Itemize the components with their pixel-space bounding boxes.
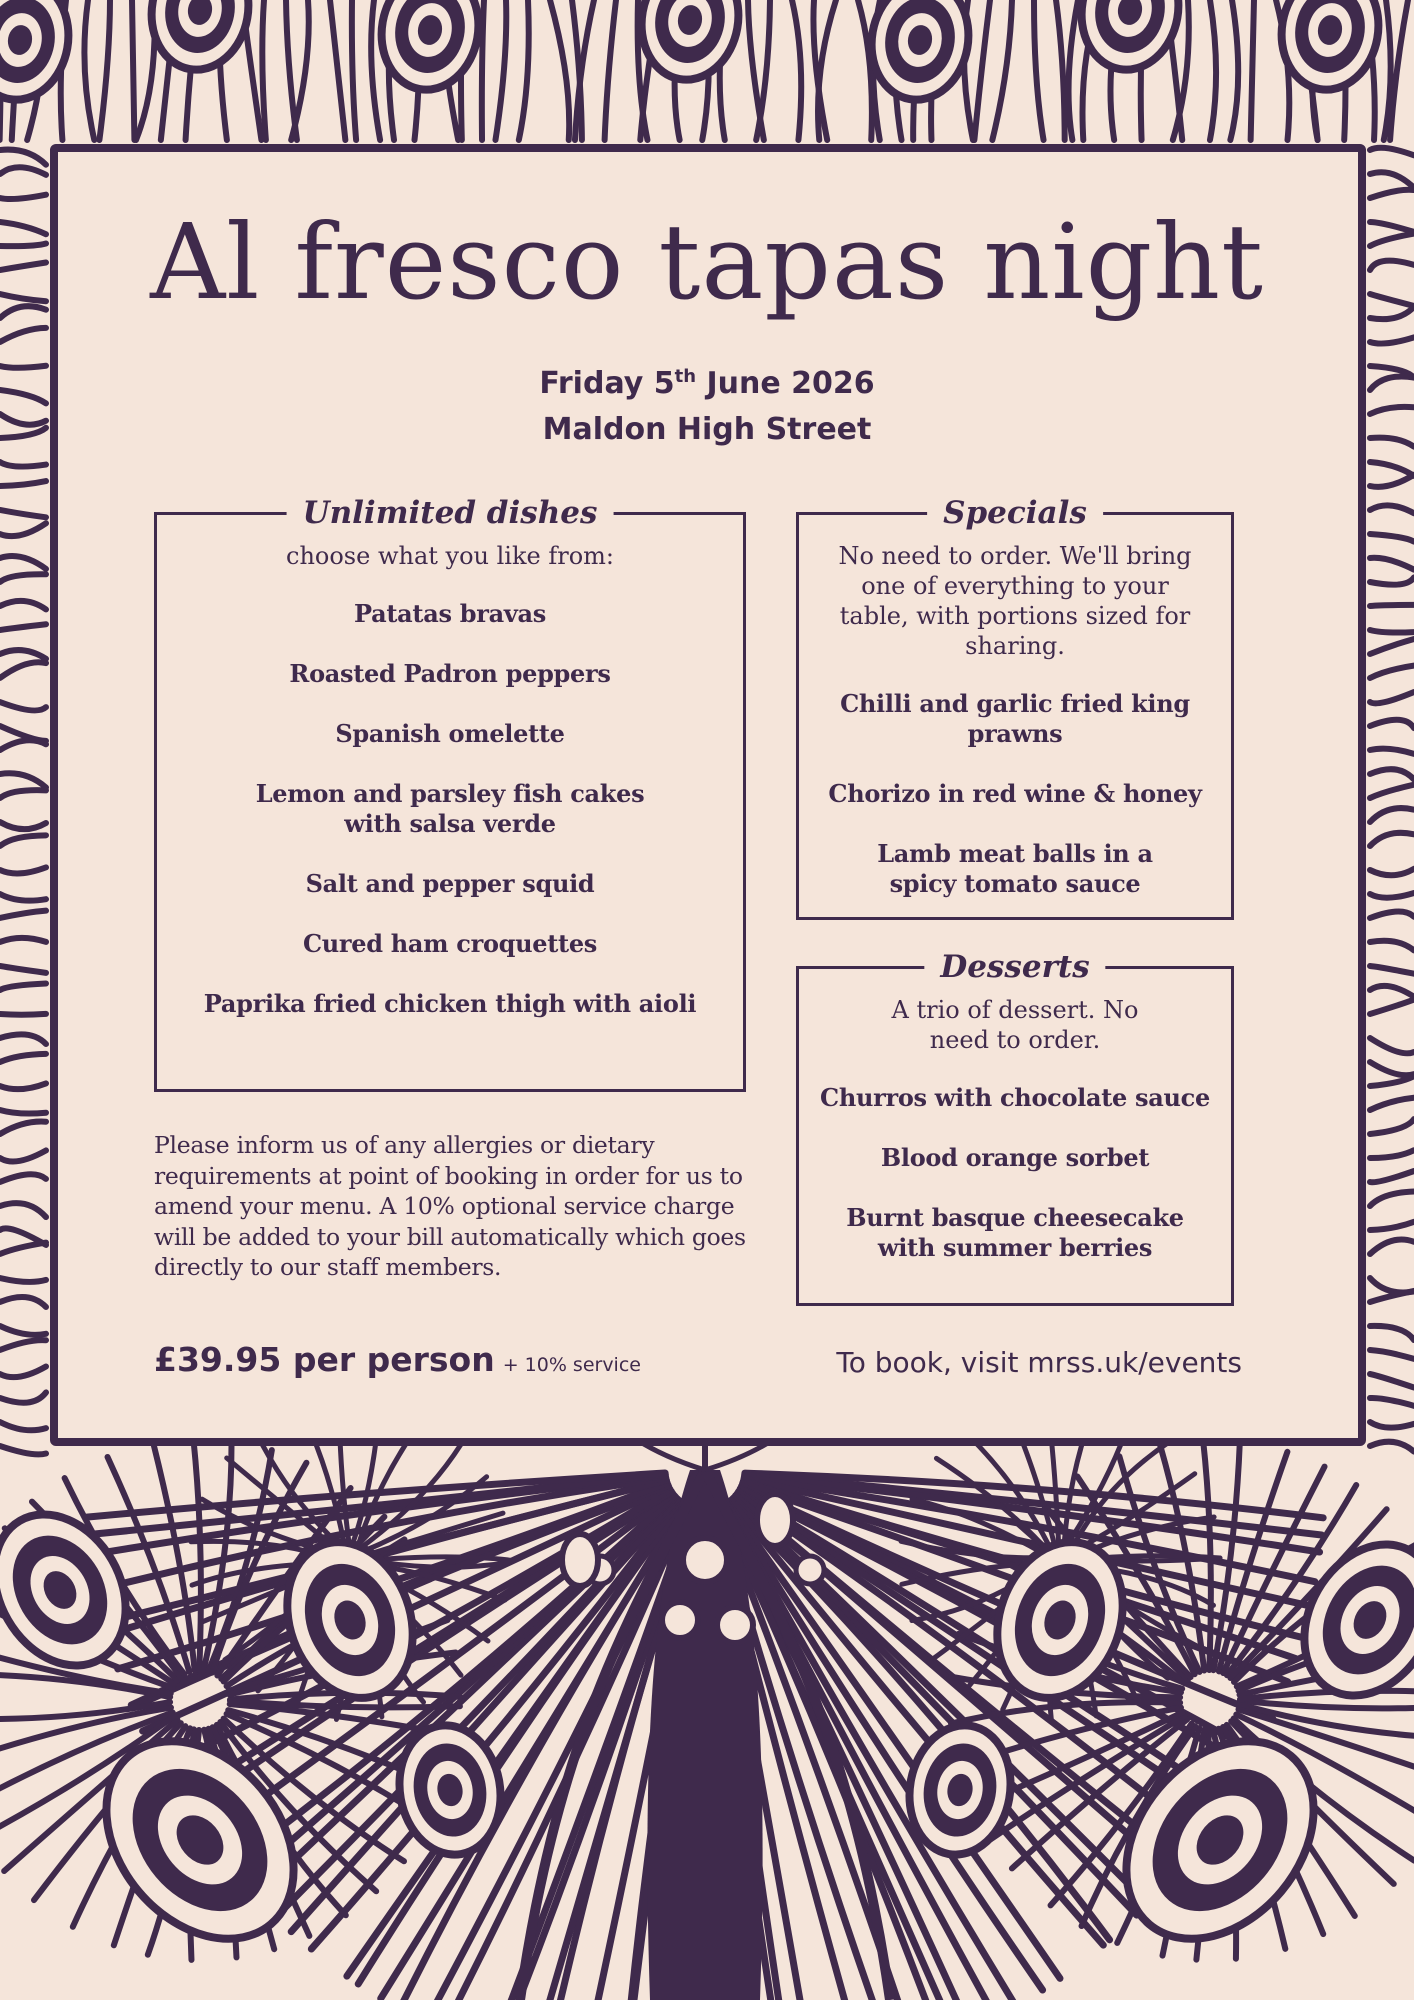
event-date-suffix: th (674, 366, 697, 387)
dish-item: Salt and pepper squid (305, 869, 595, 898)
unlimited-dishes-heading: Unlimited dishes (287, 493, 614, 533)
specials-box (796, 495, 1234, 920)
price-line (154, 1340, 641, 1379)
event-date-day: Friday 5 (539, 366, 675, 401)
desserts-box (796, 949, 1234, 1306)
dessert-item: Blood orange sorbet (880, 1143, 1150, 1172)
desserts-intro: A trio of dessert. No need to order. (891, 996, 1139, 1054)
dish-item: Cured ham croquettes (302, 929, 598, 958)
service-charge-note: + 10% service (502, 1354, 641, 1376)
dessert-item: Burnt basque cheesecake with summer berries (846, 1203, 1184, 1262)
dessert-item: Churros with chocolate sauce (820, 1083, 1210, 1112)
desserts-heading: Desserts (924, 947, 1105, 987)
dish-item: Roasted Padron peppers (289, 659, 611, 688)
dish-item: Lemon and parsley fish cakes with salsa verde (255, 779, 645, 838)
dish-item: Paprika fried chicken thigh with aioli (203, 989, 697, 1018)
event-date-rest: June 2026 (696, 366, 875, 401)
special-item: Chorizo in red wine & honey (828, 779, 1202, 808)
specials-intro: No need to order. We'll bring one of everything to your table, with portions sized for sharing. (838, 542, 1192, 660)
price-per-person: £39.95 per person (154, 1340, 495, 1379)
booking-link[interactable]: To book, visit mrss.uk/events (836, 1346, 1242, 1379)
event-title: Al fresco tapas night (150, 201, 1264, 323)
unlimited-dishes-intro: choose what you like from: (286, 542, 614, 570)
dietary-notice: Please inform us of any allergies or dietary requirements at point of booking in order for us to amend your menu. A 10% optional service charge will be added to your bill automatically which goes directly to our staff members. (154, 1131, 746, 1281)
dish-item: Patatas bravas (354, 599, 546, 628)
dish-item: Spanish omelette (335, 719, 565, 748)
event-date (0, 368, 1414, 399)
special-item: Lamb meat balls in a spicy tomato sauce (877, 839, 1153, 898)
special-item: Chilli and garlic fried king prawns (840, 689, 1190, 748)
specials-heading: Specials (927, 493, 1103, 533)
event-location: Maldon High Street (542, 412, 872, 447)
unlimited-dishes-box (154, 495, 746, 1092)
